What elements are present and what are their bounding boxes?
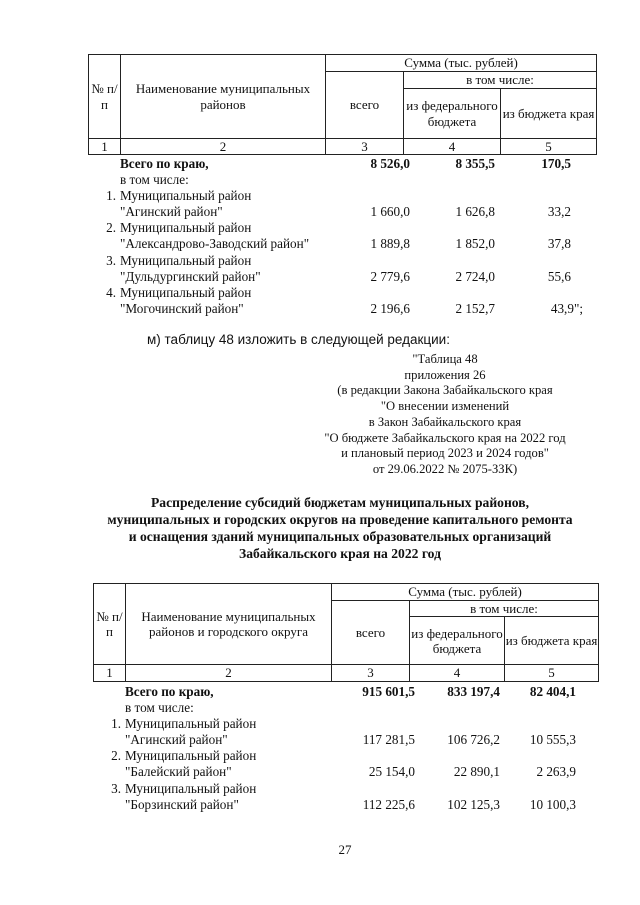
row-number: 3.	[106, 252, 116, 268]
value-federal: 106 726,2	[447, 732, 500, 748]
row-number: 2.	[106, 220, 116, 236]
stamp-line: в Закон Забайкальского края	[368, 414, 522, 429]
table1-header	[88, 54, 597, 155]
value-regional: 10 555,3	[529, 732, 576, 748]
value-regional: 33,2	[547, 204, 571, 220]
row-number: 1.	[106, 188, 116, 204]
t1-fed-col-header: из федерального бюджета	[404, 89, 501, 139]
value-total: 2 196,6	[370, 300, 410, 316]
table-row	[93, 764, 576, 780]
district-type: Муниципальный район	[125, 716, 257, 732]
table-row	[93, 716, 576, 732]
table-reference-block	[270, 352, 620, 478]
t2-idx-1: 1	[94, 665, 126, 681]
t2-total-v3: 915 601,5	[362, 684, 415, 699]
t2-incl-col-header: в том числе:	[410, 601, 599, 617]
t1-reg-col-header: из бюджета края	[501, 89, 597, 139]
table-row	[93, 781, 576, 797]
table1-body	[88, 156, 583, 317]
t2-num-col-header: № п/п	[94, 584, 126, 665]
t1-total-label: Всего по краю,	[120, 156, 209, 171]
district-type: Муниципальный район	[120, 252, 252, 268]
t1-sum-col-header: Сумма (тыс. рублей)	[326, 55, 597, 72]
table-row	[88, 285, 583, 301]
stamp-line: "О внесении изменений	[380, 399, 510, 414]
t1-idx-1: 1	[89, 139, 121, 155]
table-row	[88, 269, 583, 285]
table2-body	[93, 684, 576, 813]
table-row	[93, 732, 576, 748]
value-federal: 1 626,8	[455, 204, 495, 220]
title-line: и оснащения зданий муниципальных образовательных организаций	[128, 529, 552, 545]
value-federal: 1 852,0	[455, 236, 495, 252]
t1-incl-label: в том числе:	[120, 172, 189, 188]
stamp-line: (в редакции Закона Забайкальского края	[337, 383, 553, 398]
table-row	[93, 797, 576, 813]
district-name: "Борзинский район"	[125, 796, 239, 812]
t1-name-col-header: Наименование муниципальных районов	[121, 55, 326, 139]
t2-total-v4: 833 197,4	[447, 684, 500, 699]
t2-total-col-header: всего	[332, 601, 410, 665]
stamp-line: от 29.06.2022 № 2075-ЗЗК)	[372, 462, 518, 477]
value-regional: 37,8	[547, 236, 571, 252]
value-regional: 55,6	[547, 268, 571, 284]
table-row	[88, 253, 583, 269]
title-line: Распределение субсидий бюджетам муниципальных районов,	[150, 495, 530, 510]
value-federal: 2 724,0	[455, 268, 495, 284]
district-name: "Могочинский район"	[120, 300, 244, 316]
table-row	[88, 204, 583, 220]
value-total: 2 779,6	[370, 268, 410, 284]
t2-incl-label: в том числе:	[125, 700, 194, 716]
t1-total-v4: 8 355,5	[455, 156, 495, 171]
district-type: Муниципальный район	[120, 188, 252, 204]
row-number: 2.	[111, 748, 121, 764]
value-total: 117 281,5	[362, 732, 415, 748]
stamp-line: "О бюджете Забайкальского края на 2022 год	[324, 430, 566, 445]
t1-idx-2: 2	[121, 139, 326, 155]
t1-incl-col-header: в том числе:	[404, 72, 597, 89]
table-row	[88, 156, 583, 172]
district-type: Муниципальный район	[120, 284, 252, 300]
table-row	[88, 301, 583, 317]
t1-idx-4: 4	[404, 139, 501, 155]
row-number: 3.	[111, 780, 121, 796]
t1-total-v3: 8 526,0	[370, 156, 410, 171]
t1-idx-5: 5	[501, 139, 597, 155]
district-name: "Агинский район"	[120, 204, 223, 220]
table-row	[88, 172, 583, 188]
stamp-line: и плановый период 2023 и 2024 годов"	[341, 446, 549, 461]
t2-idx-5: 5	[505, 665, 599, 681]
value-federal: 22 890,1	[453, 764, 500, 780]
table-row	[88, 188, 583, 204]
t2-fed-col-header: из федерального бюджета	[410, 617, 505, 665]
district-name: "Дульдургинский район"	[120, 268, 261, 284]
district-type: Муниципальный район	[125, 780, 257, 796]
t2-idx-3: 3	[332, 665, 410, 681]
table-row	[93, 684, 576, 700]
value-regional: 10 100,3	[529, 796, 576, 812]
row-number: 1.	[111, 716, 121, 732]
value-total: 25 154,0	[368, 764, 415, 780]
stamp-line: "Таблица 48	[412, 352, 478, 366]
t2-idx-4: 4	[410, 665, 505, 681]
table2-header	[93, 583, 599, 682]
row-number: 4.	[106, 284, 116, 300]
district-name: "Агинский район"	[125, 732, 228, 748]
t2-idx-2: 2	[126, 665, 332, 681]
table-row	[93, 700, 576, 716]
table2-title	[80, 494, 600, 563]
t2-total-label: Всего по краю,	[125, 684, 214, 699]
stamp-line: приложения 26	[404, 367, 486, 382]
value-total: 112 225,6	[362, 796, 415, 812]
amendment-instruction: м) таблицу 48 изложить в следующей редакции:	[147, 332, 450, 347]
table-row	[88, 236, 583, 252]
district-type: Муниципальный район	[120, 220, 252, 236]
table-row	[93, 748, 576, 764]
t1-idx-3: 3	[326, 139, 404, 155]
value-federal: 2 152,7	[455, 300, 495, 316]
value-federal: 102 125,3	[447, 796, 500, 812]
t2-sum-col-header: Сумма (тыс. рублей)	[332, 584, 599, 601]
t2-reg-col-header: из бюджета края	[505, 617, 599, 665]
t2-total-v5: 82 404,1	[529, 684, 576, 699]
title-line: Забайкальского края на 2022 год	[239, 546, 441, 562]
value-total: 1 660,0	[370, 204, 410, 220]
value-regional: 2 263,9	[536, 764, 576, 780]
district-name: "Александрово-Заводский район"	[120, 236, 310, 252]
t1-total-col-header: всего	[326, 72, 404, 139]
value-total: 1 889,8	[370, 236, 410, 252]
value-regional: 43,9";	[550, 300, 583, 316]
district-type: Муниципальный район	[125, 748, 257, 764]
t1-num-col-header: № п/п	[89, 55, 121, 139]
district-name: "Балейский район"	[125, 764, 232, 780]
table-row	[88, 220, 583, 236]
t1-total-v5: 170,5	[541, 156, 571, 171]
page-number: 27	[338, 842, 352, 857]
t2-name-col-header: Наименование муниципальных районов и городского округа	[126, 584, 332, 665]
title-line: муниципальных и городских округов на проведение капитального ремонта	[107, 512, 573, 528]
